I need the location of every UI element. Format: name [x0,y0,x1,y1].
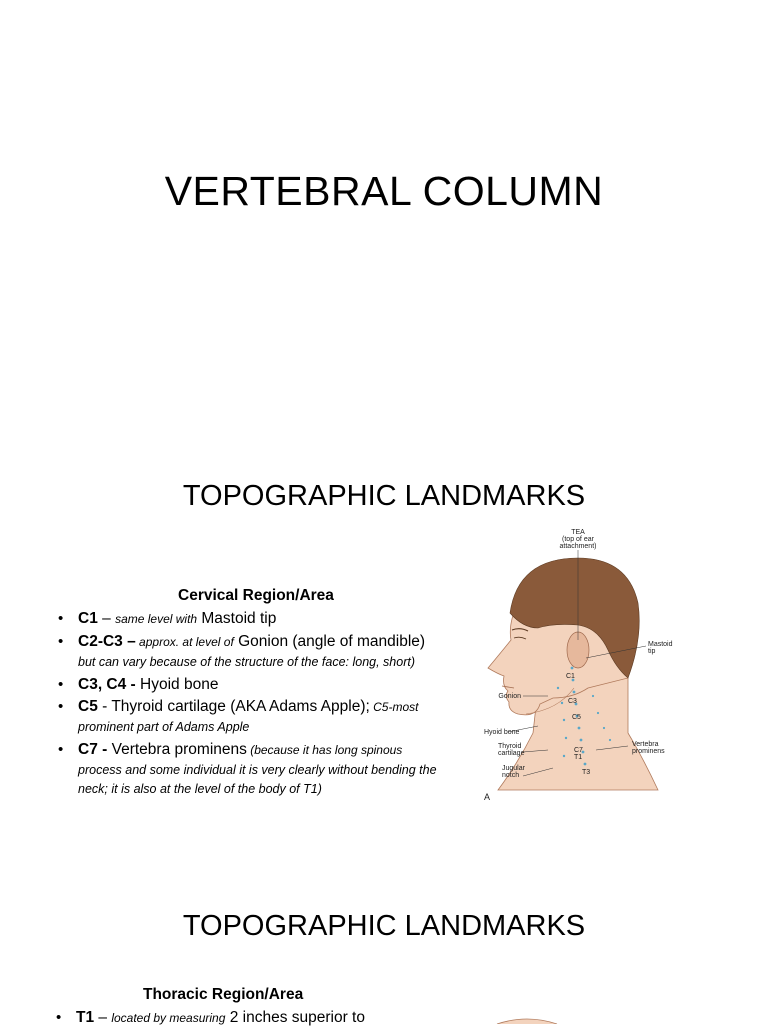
label-mastoid: Mastoid [648,641,673,648]
list-item [56,609,476,629]
bullet-note: located by measuring [111,1011,226,1025]
bullet-icon: • [58,698,64,715]
label-tea-line3: attachment) [559,543,597,550]
bullet-text: Mastoid tip [197,610,277,627]
thoracic-illustration-partial [492,1012,562,1024]
slide-title: TOPOGRAPHIC LANDMARKS [182,480,586,512]
list-item [56,675,476,694]
label-t1: T1 [574,754,583,761]
bullet-icon: • [58,676,64,693]
slide-title: TOPOGRAPHIC LANDMARKS [182,910,586,942]
bullet-term: C2-C3 – [78,633,136,650]
label-t3: T3 [582,769,591,776]
label-c3: C3 [568,698,577,705]
slide-cervical-landmarks [0,460,768,890]
label-vertebra: Vertebra [632,741,659,748]
bullet-separator: – [97,610,116,627]
bullet-term: C5 [78,698,98,715]
bullet-subtext: neck; it is also at the level of the body of T1) [78,782,322,796]
list-item [56,697,476,737]
bullet-term: C7 - [78,741,108,758]
label-jugular-line2: notch [502,772,520,779]
slide-title: VERTEBRAL COLUMN [164,168,604,214]
bullet-subtext: prominent part of Adams Apple [78,720,250,734]
label-c1: C1 [566,673,575,680]
label-jugular: Jugular [502,765,525,772]
bullet-subtext: process and some individual it is very clearly without bending the [78,763,437,777]
bullet-icon: • [56,1009,62,1026]
bullet-term: C1 [78,610,98,627]
bullet-text: Vertebra prominens [107,741,247,758]
label-gonion: Gonion [498,693,521,700]
label-c7: C7 [574,747,583,754]
bullet-term: C3, C4 - [78,676,136,693]
bullet-list [54,1008,474,1031]
bullet-note: C5-most [369,700,419,714]
bullet-subtext: but can vary because of the structure of the face: long, short) [78,655,415,669]
label-thyroid-line2: cartilage [498,750,525,757]
bullet-icon: • [58,633,64,650]
list-item [56,740,476,799]
region-heading: Thoracic Region/Area [143,986,304,1003]
list-item [54,1008,474,1028]
bullet-term: T1 [76,1009,95,1026]
bullet-note: approx. at level of [135,635,234,649]
bullet-note: same level with [115,612,198,626]
bullet-icon: • [58,610,64,627]
bullet-text: Hyoid bone [135,676,219,693]
label-tea-line2: (top of ear [562,536,594,543]
bullet-separator: – [94,1009,112,1026]
slide-vertebral-column [0,0,768,460]
region-heading: Cervical Region/Area [178,587,334,604]
list-item [56,632,476,672]
bullet-text: 2 inches superior to [225,1009,365,1026]
slide-thoracic-landmarks [0,890,768,1024]
label-mastoid-line2: tip [648,648,656,655]
bullet-icon: • [58,741,64,758]
bullet-text: - Thyroid cartilage (AKA Adams Apple); [97,698,370,715]
label-c5: C5 [572,714,581,721]
label-panel: A [484,792,491,802]
bullet-note: (because it has long spinous [246,743,403,757]
neck-landmarks-illustration [478,528,678,818]
label-hyoid: Hyoid bone [484,729,520,736]
label-tea: TEA [571,529,585,536]
bullet-text: Gonion (angle of mandible) [233,633,426,650]
bullet-list [56,609,476,802]
label-vertebra-line2: prominens [632,748,665,755]
label-thyroid: Thyroid [498,743,522,750]
